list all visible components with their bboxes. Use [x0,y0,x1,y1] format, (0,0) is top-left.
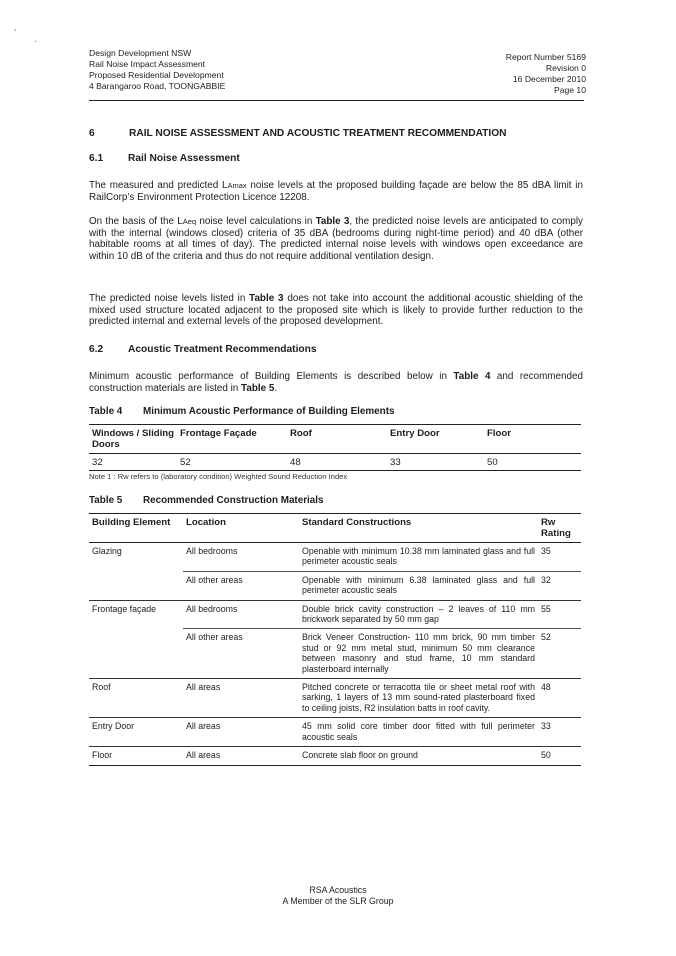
paragraph-shielding [89,293,583,328]
table-header-cell: Location [183,514,299,543]
table-title: Recommended Construction Materials [143,495,324,506]
scan-mark: ' [14,28,16,39]
table-header-cell: Entry Door [387,425,484,454]
footer-company: RSA Acoustics [309,885,367,895]
header-left-line: Design Development NSW [89,48,192,58]
table-5-construction-materials [89,513,581,766]
page-number: Page 10 [553,85,586,95]
header-right [506,52,586,96]
table-header-cell: Floor [484,425,581,454]
table-title: Minimum Acoustic Performance of Building Elements [143,406,395,417]
location-cell: All areas [183,747,299,765]
subscript: Aeq [182,217,197,226]
table4-caption [89,406,394,417]
element-cell [89,571,183,600]
table-row [89,747,581,765]
element-cell: Roof [89,679,183,718]
text-run: and recommended construction materials are listed in [89,371,583,394]
text-run: noise level calculations in [196,216,316,227]
element-cell: Entry Door [89,718,183,747]
subsection-heading-6-2 [89,344,317,355]
header-left [89,48,225,92]
table-header-cell: Frontage Façade [177,425,287,454]
subsection-title: Acoustic Treatment Recommendations [128,344,317,355]
footer-group: A Member of the SLR Group [282,896,394,906]
table-reference: Table 4 [453,371,491,382]
table-header-row [89,425,581,454]
table-header-cell: Building Element [89,514,183,543]
construction-cell: Brick Veneer Construction- 110 mm brick, 90 mm timber stud or 92 mm metal stud, minimum 50 mm clearance between masonry and stud frame, 10 mm standard plasterboard internally [299,629,538,679]
table-header-cell: Windows / Sliding Doors [89,425,177,454]
construction-cell: 45 mm solid core timber door fitted with full perimeter acoustic seals [299,718,538,747]
rw-cell: 33 [538,718,581,747]
rw-cell: 55 [541,603,551,614]
table-reference: Table 3 [315,216,350,227]
header-left-line: 4 Barangaroo Road, TOONGABBIE [89,81,226,91]
header-left-line: Rail Noise Impact Assessment [89,59,206,69]
table-row [89,571,581,600]
table-reference: Table 5 [241,382,275,394]
text-run: Minimum acoustic performance of Building Elements is described below in [89,371,454,382]
rw-cell: 35 [541,546,551,556]
paragraph-treatment [89,371,583,394]
section-heading [89,128,507,139]
table-cell: 32 [89,454,177,471]
element-cell: Floor [89,747,183,765]
text-run: , the predicted noise levels are anticipated to comply with the internal (windows closed) criteria of 35 dBA (bedrooms during night-time period) and 40 dBA (other habitable rooms at all times of day). The predicted internal noise levels with windows open exceedance are within 10 dB of the criteria and thus do not require additional ventilation design. [89,216,583,262]
text-run: noise levels at the proposed building façade are below the 85 dBA limit in RailCorp’s Environment Protection Licence 12208. [89,180,583,203]
table-cell: 52 [177,454,287,471]
report-number: Report Number 5169 [505,52,586,62]
header-rule [89,100,584,101]
table-header-cell: Rw Rating [538,514,581,543]
text-run: On the basis of the L [89,216,183,227]
table-row [89,679,581,718]
construction-cell: Concrete slab floor on ground [299,747,538,765]
rw-cell: 32 [538,571,581,600]
subsection-number: 6.1 [89,153,104,164]
header-left-line: Proposed Residential Development [89,70,224,80]
text-run: The measured and predicted L [89,180,228,191]
table-reference: Table 3 [249,293,284,304]
location-cell: All bedrooms [186,603,238,614]
text-run: does not take into account the additional acoustic shielding of the mixed used structure located adjacent to the proposed site which is likely to provide further reduction to the predicted internal and external levels of the proposed development. [89,293,583,328]
text-run: . [274,382,278,394]
report-date: 16 December 2010 [512,74,586,84]
element-cell [89,629,183,679]
section-title: RAIL NOISE ASSESSMENT AND ACOUSTIC TREATMENT RECOMMENDATION [129,128,507,139]
section-number: 6 [89,128,95,139]
table-row [89,454,581,471]
table-header-cell: Standard Constructions [299,514,538,543]
subsection-number: 6.2 [89,344,104,355]
subsection-title: Rail Noise Assessment [128,153,240,164]
element-cell: Frontage façade [92,603,157,614]
element-cell: Glazing [92,546,122,556]
paragraph-laeq [89,216,583,262]
table-row [89,629,581,679]
table5-caption [89,495,324,506]
table-label: Table 4 [89,406,123,417]
location-cell: All other areas [183,571,299,600]
construction-cell: Double brick cavity construction – 2 leaves of 110 mm brickwork separated by 50 mm gap [302,603,535,625]
paragraph-lamax [89,180,583,203]
page-footer [0,885,676,907]
location-cell: All bedrooms [186,546,238,556]
rw-cell: 48 [538,679,581,718]
table-cell: 33 [387,454,484,471]
location-cell: All areas [183,679,299,718]
table-row [89,600,581,629]
rw-cell: 52 [538,629,581,679]
table4-note: Note 1 : Rw refers to (laboratory condition) Weighted Sound Reduction Index [89,472,348,481]
table-header-cell: Roof [287,425,387,454]
table-label: Table 5 [89,495,123,506]
location-cell: All other areas [183,629,299,679]
table-header-row [89,514,581,543]
construction-cell: Openable with minimum 6.38 laminated glass and full perimeter acoustic seals [299,571,538,600]
text-run: The predicted noise levels listed in [89,293,250,304]
table-cell: 50 [484,454,581,471]
table-4-acoustic-performance [89,424,581,471]
subsection-heading-6-1 [89,153,240,164]
table-cell: 48 [287,454,387,471]
subscript: Amax [227,181,247,190]
rw-cell: 50 [538,747,581,765]
construction-cell: Openable with minimum 10.38 mm laminated glass and full perimeter acoustic seals [302,546,535,567]
construction-cell: Pitched concrete or terracotta tile or sheet metal roof with sarking, 1 layers of 13 mm sound-rated plasterboard fixed to ceiling joists, R2 insulation batts in roof cavity. [299,679,538,718]
location-cell: All areas [183,718,299,747]
table-row [89,718,581,747]
scan-mark: · [34,36,38,47]
table-row [89,543,581,572]
revision: Revision 0 [545,63,586,73]
